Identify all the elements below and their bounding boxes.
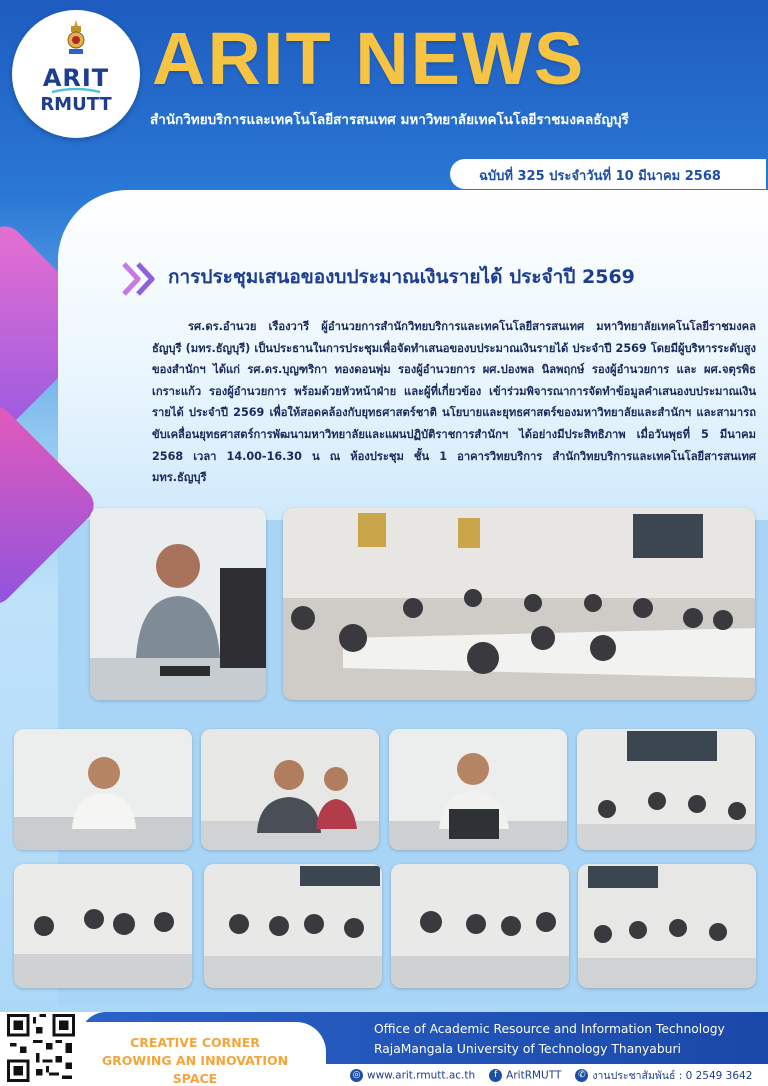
article-body: รศ.ดร.อำนวย เรืองวารี ผู้อำนวยการสำนักวิทยบริการและเทคโนโลยีสารสนเทศ มหาวิทยาลัยเทคโนโลยีราชมงคลธัญบุรี (มทร.ธัญบุรี) เป็นประธานในการประชุมเพื่อจัดทำเสนอของบประมาณเงินรายได้ ประจำปี 2569 โดยมีผู้บริหารระดับสูงของสำนักฯ ได้แก่ รศ.ดร.บุญฑริกา ทองดอนพุ่ม รองผู้อำนวยการ ผศ.ปองพล นิลพฤกษ์ รองผู้อำนวยการ และ ผศ.จตุรพิธ เกราะแก้ว รองผู้อำนวยการ พร้อมด้วยหัวหน้าฝ่าย และผู้ที่เกี่ยวข้อง เข้าร่วมพิจารณาการจัดทำข้อมูลคำเสนองบประมาณเงินรายได้ ประจำปี 2569 เพื่อให้สอดคล้องกับยุทธศาสตร์ชาติ นโยบายและยุทธศาสตร์ของมหาวิทยาลัยและสำนักฯ และสามารถขับเคลื่อนยุทธศาสตร์การพัฒนามหาวิทยาลัยและแผนปฏิบัติราชการสำนักฯ ได้อย่างมีประสิทธิภาพ เมื่อวันพุธที่ 5 มีนาคม 2568 เวลา 14.00-16.30 น ณ ห้องประชุม ชั้น 1 อาคารวิทยบริการ สำนักวิทยบริการและเทคโนโลยีสารสนเทศ มทร.ธัญบุรี — [152, 320, 756, 485]
university-emblem-icon — [64, 20, 88, 56]
photo-attendee-8 — [578, 864, 756, 988]
issue-banner — [450, 159, 766, 189]
facebook-link[interactable] — [489, 1069, 561, 1082]
contact-bar — [350, 1064, 768, 1086]
photo-attendee-4 — [577, 729, 755, 850]
photo-attendee-6 — [204, 864, 382, 988]
photo-attendee-7 — [391, 864, 569, 988]
photo-attendee-2 — [201, 729, 379, 850]
photo-attendee-5 — [14, 864, 192, 988]
office-line-1: Office of Academic Resource and Information Technology — [374, 1022, 725, 1036]
logo-text-arit: ARIT — [42, 64, 110, 92]
photo-attendee-3 — [389, 729, 567, 850]
website-text: www.arit.rmutt.ac.th — [367, 1069, 476, 1081]
phone-contact[interactable] — [575, 1067, 752, 1084]
photo-attendee-1 — [14, 729, 192, 850]
article-headline: การประชุมเสนอของบประมาณเงินรายได้ ประจำปี 2569 — [168, 266, 635, 288]
facebook-icon: f — [489, 1069, 502, 1082]
creative-corner-text — [80, 1034, 310, 1086]
issue-text: ฉบับที่ 325 ประจำวันที่ 10 มีนาคม 2568 — [479, 169, 721, 184]
office-line-2: RajaMangala University of Technology Thanyaburi — [374, 1042, 681, 1056]
globe-icon: ◎ — [350, 1069, 363, 1082]
office-name — [374, 1019, 725, 1059]
photo-meeting-room — [283, 508, 755, 700]
creative-line-2: GROWING AN INNOVATION SPACE — [101, 1053, 289, 1086]
newsletter-title: ARIT NEWS — [152, 17, 586, 100]
logo-text-rmutt: RMUTT — [40, 94, 112, 115]
photo-chairman — [90, 508, 266, 700]
facebook-text: AritRMUTT — [506, 1069, 562, 1081]
website-link[interactable] — [350, 1069, 475, 1082]
qr-code-icon[interactable] — [6, 1014, 76, 1082]
arit-logo — [12, 10, 140, 138]
double-chevron-icon — [122, 262, 162, 296]
creative-line-1: CREATIVE CORNER — [130, 1035, 260, 1050]
organization-subtitle: สำนักวิทยบริการและเทคโนโลยีสารสนเทศ มหาวิทยาลัยเทคโนโลยีราชมงคลธัญบุรี — [150, 112, 629, 128]
phone-icon: ✆ — [575, 1069, 588, 1082]
phone-text: งานประชาสัมพันธ์ : 0 2549 3642 — [592, 1069, 753, 1082]
